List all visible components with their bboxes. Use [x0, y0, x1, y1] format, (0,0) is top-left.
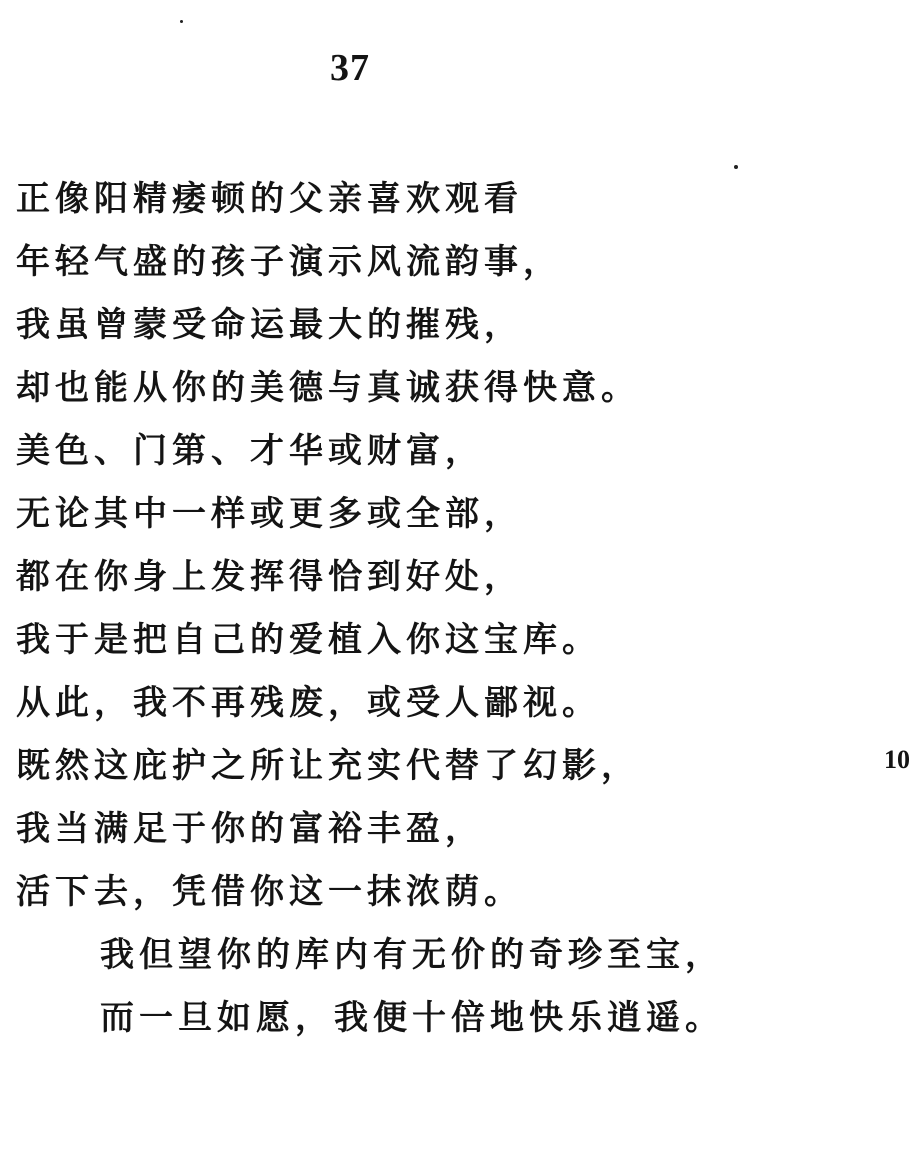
couplet-line: 而一旦如愿，我便十倍地快乐逍遥。: [100, 998, 724, 1038]
margin-mark: 10: [884, 745, 910, 774]
couplet-line: 我但望你的库内有无价的奇珍至宝，: [100, 935, 724, 975]
poem-line: 我虽曾蒙受命运最大的摧残，: [16, 305, 523, 345]
poem-line: 活下去，凭借你这一抹浓荫。: [16, 872, 523, 912]
poem-line: 却也能从你的美德与真诚获得快意。: [16, 368, 640, 408]
poem-line: 我当满足于你的富裕丰盈，: [16, 809, 484, 849]
page-number: 37: [330, 47, 370, 89]
poem-line: 正像阳精痿顿的父亲喜欢观看: [16, 179, 523, 219]
poem-line: 美色、门第、才华或财富，: [16, 431, 484, 471]
poem-line: 无论其中一样或更多或全部，: [16, 494, 523, 534]
poem-line: 都在你身上发挥得恰到好处，: [16, 557, 523, 597]
poem-line: 年轻气盛的孩子演示风流韵事，: [16, 242, 562, 282]
poem-line: 从此，我不再残废，或受人鄙视。: [16, 683, 601, 723]
poem-line: 我于是把自己的爱植入你这宝库。: [16, 620, 601, 660]
poem: [16, 168, 876, 1050]
scan-speck: [180, 20, 183, 23]
poem-line: 既然这庇护之所让充实代替了幻影，: [16, 746, 640, 786]
